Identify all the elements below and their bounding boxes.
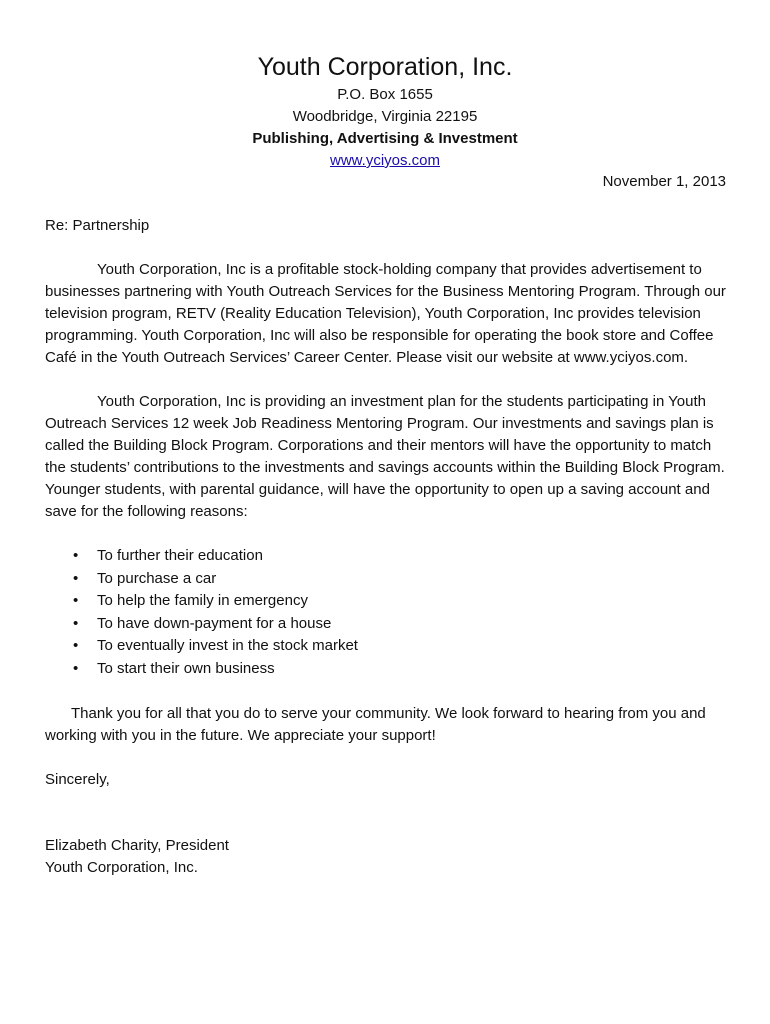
- letter-date: November 1, 2013: [602, 173, 726, 190]
- reason-text: To have down-payment for a house: [97, 614, 332, 632]
- signature-company: Youth Corporation, Inc.: [45, 858, 198, 876]
- bullet-icon: •: [73, 659, 79, 677]
- re-line: Re: Partnership: [45, 217, 150, 234]
- bullet-icon: •: [73, 592, 79, 610]
- signature-name: Elizabeth Charity, President: [45, 836, 229, 854]
- website-link[interactable]: www.yciyos.com: [329, 152, 441, 169]
- list-item: [45, 658, 729, 681]
- bullet-icon: •: [73, 547, 79, 564]
- paragraph-investment: Youth Corporation, Inc is providing an investment plan for the students participating in Youth Outreach Services 12 week Job Readiness Mentoring Program. Our investments and savings plan is called the Building Block Program. Corporations and their mentors will have the opportunity to match the students’ contributions to the investments and savings accounts within the Building Block Program. Younger students, with parental guidance, will have the opportunity to open up a saving account and save for the following reasons:: [45, 393, 725, 520]
- bullet-icon: •: [73, 637, 79, 655]
- bullet-icon: •: [73, 614, 79, 632]
- list-item: [45, 613, 729, 636]
- company-name: Youth Corporation, Inc.: [257, 53, 513, 81]
- paragraph-intro: Youth Corporation, Inc is a profitable stock-holding company that provides advertisement to businesses partnering with Youth Outreach Services for the Business Mentoring Program. Through our television program, RETV (Reality Education Television), Youth Corporation, Inc provides television programming. Youth Corporation, Inc will also be responsible for operating the book store and Coffee Café in the Youth Outreach Services’ Career Center. Please visit our website at www.yciyos.com.: [45, 261, 726, 366]
- reason-text: To help the family in emergency: [97, 592, 308, 610]
- list-item: [45, 568, 729, 591]
- closing: Sincerely,: [45, 770, 110, 788]
- list-item: [45, 635, 729, 658]
- letterhead: [0, 50, 770, 172]
- paragraph-thank-you: Thank you for all that you do to serve your community. We look forward to hearing from you and working with you in the future. We appreciate your support!: [45, 704, 706, 744]
- reasons-list: [45, 545, 729, 681]
- reason-text: To eventually invest in the stock market: [97, 637, 358, 655]
- reason-text: To purchase a car: [97, 569, 217, 587]
- letter-body: [45, 215, 729, 879]
- reason-text: To start their own business: [97, 659, 275, 677]
- city-state: Woodbridge, Virginia 22195: [292, 108, 478, 125]
- tagline: Publishing, Advertising & Investment: [252, 130, 518, 147]
- list-item: [45, 545, 729, 568]
- list-item: [45, 590, 729, 613]
- po-box: P.O. Box 1655: [337, 86, 433, 103]
- bullet-icon: •: [73, 569, 79, 587]
- reason-text: To further their education: [97, 547, 263, 564]
